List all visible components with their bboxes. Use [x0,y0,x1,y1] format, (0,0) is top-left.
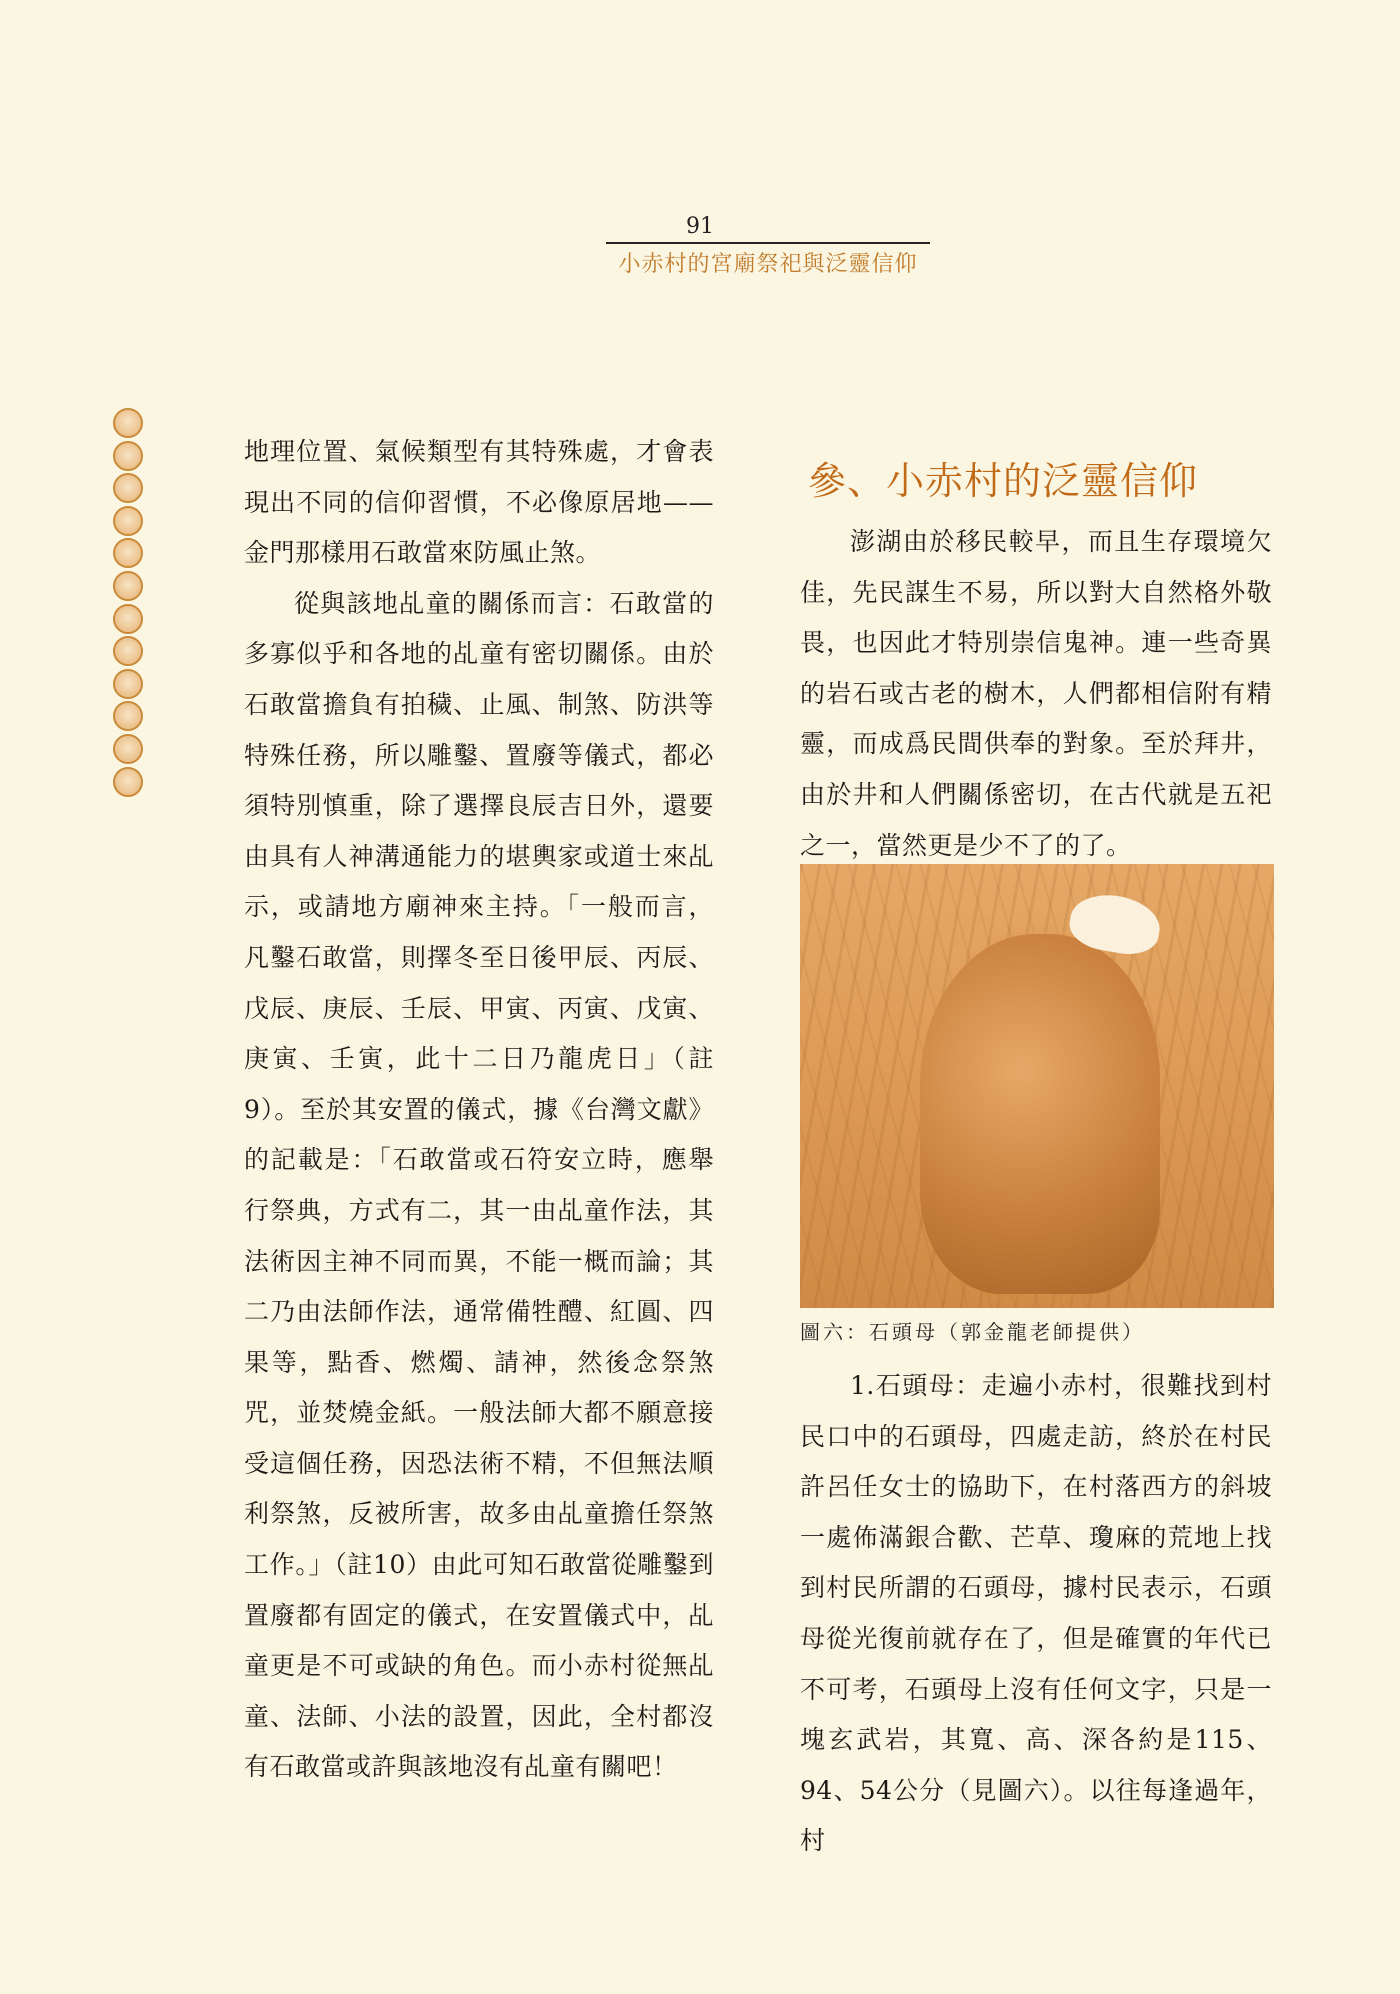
left-column [244,427,714,1793]
seal-icon [113,506,143,536]
seal-icon [113,636,143,666]
paragraph: 地理位置、氣候類型有其特殊處，才會表現出不同的信仰習慣，不必像原居地——金門那樣用石敢當來防風止煞。 [244,437,714,568]
rock-shape [920,934,1160,1294]
decorative-seal-column [108,408,148,799]
paragraph: 澎湖由於移民較早，而且生存環境欠佳，先民謀生不易，所以對大自然格外敬畏，也因此才特別崇信鬼神。連一些奇異的岩石或古老的樹木，人們都相信附有精靈，而成爲民間供奉的對象。至於拜井，由於井和人們關係密切，在古代就是五祀之一，當然更是少不了的了。 [800,527,1272,860]
section-heading: 參、小赤村的泛靈信仰 [808,459,1199,503]
seal-icon [113,767,143,797]
right-column-body [800,1361,1272,1867]
seal-icon [113,408,143,438]
paragraph: 1.石頭母：走遍小赤村，很難找到村民口中的石頭母，四處走訪，終於在村民許呂任女士的協助下，在村落西方的斜坡一處佈滿銀合歡、芒草、瓊麻的荒地上找到村民所謂的石頭母，據村民表示，石頭母從光復前就存在了，但是確實的年代已不可考，石頭母上沒有任何文字，只是一塊玄武岩，其寬、高、深各約是115、94、54公分（見圖六）。以往每逢過年，村 [800,1371,1272,1856]
header-rule [606,242,930,244]
running-title: 小赤村的宮廟祭祀與泛靈信仰 [618,252,918,277]
right-column-intro [800,517,1272,871]
paragraph: 從與該地乩童的關係而言：石敢當的多寡似乎和各地的乩童有密切關係。由於石敢當擔負有拍穢、止風、制煞、防洪等特殊任務，所以雕鑿、置廢等儀式，都必須特別慎重，除了選擇良辰吉日外，還要由具有人神溝通能力的堪輿家或道士來乩示，或請地方廟神來主持。「一般而言，凡鑿石敢當，則擇冬至日後甲辰、丙辰、戊辰、庚辰、壬辰、甲寅、丙寅、戊寅、庚寅、壬寅，此十二日乃龍虎日」（註 9）。至於其安置的儀式，據《台灣文獻》的記載是：「石敢當或石符安立時，應舉行祭典，方式有二，其一由乩童作法，其法術因主神不同而異，不能一概而論；其二乃由法師作法，通常備牲醴、紅圓、四果等，點香、燃燭、請神，然後念祭煞咒，並焚燒金紙。一般法師大都不願意接受這個任務，因恐法術不精，不但無法順利祭煞，反被所害，故多由乩童擔任祭煞工作。」（註10）由此可知石敢當從雕鑿到置廢都有固定的儀式，在安置儀式中，乩童更是不可或缺的角色。而小赤村從無乩童、法師、小法的設置，因此，全村都沒有石敢當或許與該地沒有乩童有關吧！ [244,588,714,1782]
seal-icon [113,538,143,568]
figure-caption: 圖六：石頭母（郭金龍老師提供） [800,1320,1145,1344]
seal-icon [113,669,143,699]
seal-icon [113,604,143,634]
page-number: 91 [686,214,714,239]
seal-icon [113,701,143,731]
figure-photo-stone-mother [800,864,1274,1308]
seal-icon [113,734,143,764]
seal-icon [113,441,143,471]
seal-icon [113,473,143,503]
seal-icon [113,571,143,601]
